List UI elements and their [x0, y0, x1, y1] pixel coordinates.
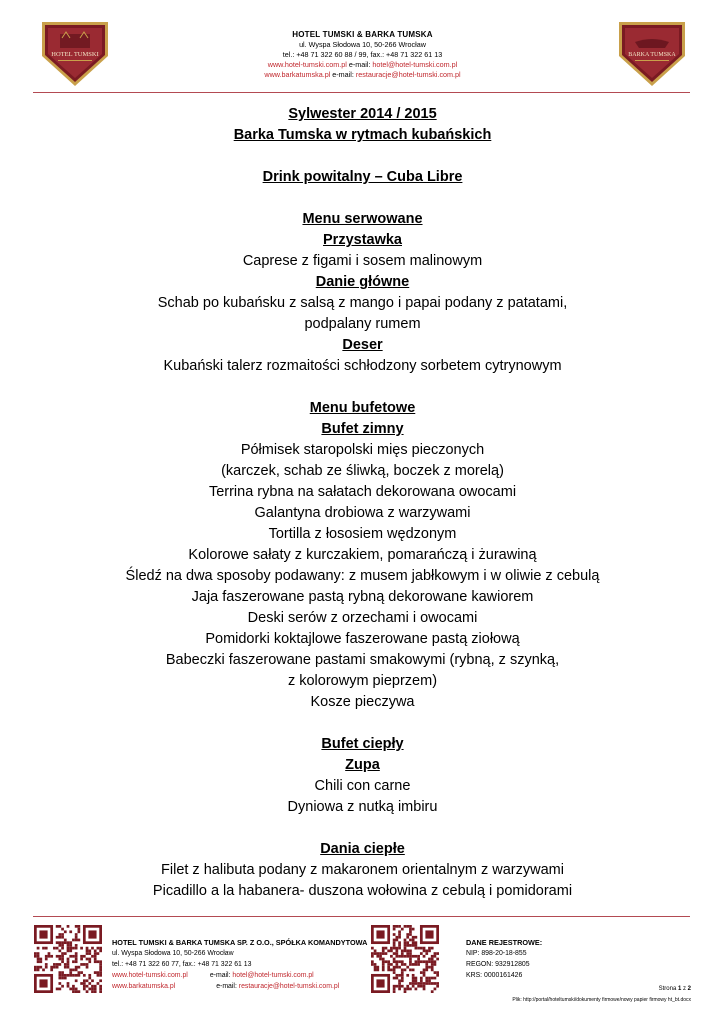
- cold-buffet-item: Półmisek staropolski mięs pieczonych: [240, 442, 485, 458]
- header-email-link-1[interactable]: hotel@hotel-tumski.com.pl: [372, 60, 458, 69]
- cold-buffet-item: Deski serów z orzechami i owocami: [247, 610, 478, 626]
- email-label: e-mail:: [216, 983, 239, 990]
- page-label: Strona: [658, 986, 678, 992]
- email-label: e-mail:: [346, 60, 373, 69]
- hot-buffet-heading: Bufet ciepły: [321, 736, 404, 752]
- buffet-menu-heading: Menu bufetowe: [309, 400, 416, 416]
- cold-buffet-item: Terrina rybna na sałatach dekorowana owocami: [208, 484, 517, 500]
- header-divider: [33, 92, 690, 93]
- cold-buffet-item: Kolorowe sałaty z kurczakiem, pomarańczą i żurawiną: [188, 547, 537, 563]
- cold-buffet-item: Jaja faszerowane pastą rybną dekorowane kawiorem: [191, 589, 534, 605]
- header-contact-row-1: [170, 60, 555, 70]
- qr-code-barka: [371, 925, 439, 993]
- footer-web-link-1[interactable]: www.hotel-tumski.com.pl: [112, 972, 188, 979]
- header-web-link-1[interactable]: www.hotel-tumski.com.pl: [267, 60, 347, 69]
- cold-buffet-item: Galantyna drobiowa z warzywami: [254, 505, 471, 521]
- served-menu-heading: Menu serwowane: [302, 211, 423, 227]
- hot-dish-item: Picadillo a la habanera- duszona wołowina z cebulą i pomidorami: [152, 883, 573, 899]
- hotel-tumski-logo: [38, 16, 112, 90]
- main-course-line: podpalany rumem: [304, 316, 421, 332]
- header-web-link-2[interactable]: www.barkatumska.pl: [264, 70, 331, 79]
- footer-phone: tel.: +48 71 322 60 77, fax.: +48 71 322 61 13: [112, 961, 252, 968]
- welcome-drink: Drink powitalny – Cuba Libre: [262, 169, 463, 185]
- footer-email-link-2[interactable]: restauracje@hotel-tumski.com.pl: [238, 983, 340, 990]
- file-path: Plik: http://portal/hoteltumski/dokumenty firmowe/nowy papier firmowy ht_bt.docx: [512, 997, 691, 1003]
- cold-buffet-item: z kolorowym pieprzem): [287, 673, 438, 689]
- page-current: 1: [677, 986, 682, 992]
- main-course-heading: Danie główne: [315, 274, 410, 290]
- cold-buffet-item: Śledź na dwa sposoby podawany: z musem jabłkowym i w oliwie z cebulą: [125, 568, 600, 584]
- logo-right-text: BARKA TUMSKA: [628, 52, 676, 58]
- logo-left-text: HOTEL TUMSKI: [51, 51, 99, 58]
- page-sep: z: [681, 986, 688, 992]
- starter-heading: Przystawka: [323, 232, 402, 248]
- main-course-line: Schab po kubańsku z salsą z mango i papai podany z patatami,: [157, 295, 568, 311]
- menu-title: Sylwester 2014 / 2015: [288, 106, 437, 122]
- page-number: [659, 986, 691, 992]
- footer-divider: [33, 916, 690, 917]
- email-label: e-mail:: [330, 70, 356, 79]
- krs: KRS: 0000161426: [466, 972, 523, 979]
- hotel-name: HOTEL TUMSKI & BARKA TUMSKA: [292, 30, 433, 39]
- dessert-item: Kubański talerz rozmaitości schłodzony sorbetem cytrynowym: [163, 358, 562, 374]
- email-label: e-mail:: [209, 972, 233, 979]
- barka-tumska-logo: [615, 16, 689, 90]
- qr-code-hotel: [34, 925, 102, 993]
- cold-buffet-item: Babeczki faszerowane pastami smakowymi (rybną, z szynką,: [165, 652, 560, 668]
- regon: REGON: 932912805: [466, 961, 530, 968]
- footer-web-link-2[interactable]: www.barkatumska.pl: [112, 983, 176, 990]
- cold-buffet-item: Kosze pieczywa: [310, 694, 415, 710]
- registration-heading: DANE REJESTROWE:: [466, 938, 543, 947]
- footer-contact-row-1: [112, 970, 367, 981]
- footer-contact-row-2: [112, 981, 367, 992]
- registration-info: [466, 937, 542, 981]
- header-contact-row-2: [170, 70, 555, 80]
- footer-company-info: [112, 937, 367, 992]
- footer-company-name: HOTEL TUMSKI & BARKA TUMSKA SP. Z O.O., SPÓŁKA KOMANDYTOWA: [112, 938, 368, 947]
- soup-item: Chili con carne: [314, 778, 411, 794]
- nip: NIP: 898-20-18-855: [466, 950, 527, 957]
- footer-email-link-1[interactable]: hotel@hotel-tumski.com.pl: [232, 972, 314, 979]
- menu-body: [40, 104, 685, 902]
- cold-buffet-heading: Bufet zimny: [321, 421, 404, 437]
- footer-address: ul. Wyspa Słodowa 10, 50-266 Wrocław: [112, 950, 234, 957]
- dessert-heading: Deser: [342, 337, 383, 353]
- letterhead: [170, 30, 555, 80]
- header-phone: tel.: +48 71 322 60 88 / 99, fax.: +48 71 322 61 13: [282, 50, 443, 59]
- hot-dishes-heading: Dania ciepłe: [320, 841, 405, 857]
- cold-buffet-item: Tortilla z łososiem wędzonym: [268, 526, 457, 542]
- header-email-link-2[interactable]: restauracje@hotel-tumski.com.pl: [355, 70, 461, 79]
- page-total: 2: [687, 986, 691, 992]
- soup-heading: Zupa: [345, 757, 380, 773]
- menu-subtitle: Barka Tumska w rytmach kubańskich: [233, 127, 492, 143]
- starter-item: Caprese z figami i sosem malinowym: [242, 253, 483, 269]
- header-address: ul. Wyspa Słodowa 10, 50-266 Wrocław: [299, 40, 426, 49]
- cold-buffet-item: (karczek, schab ze śliwką, boczek z morelą): [221, 463, 504, 479]
- hot-dish-item: Filet z halibuta podany z makaronem orientalnym z warzywami: [161, 862, 564, 878]
- cold-buffet-item: Pomidorki koktajlowe faszerowane pastą ziołową: [205, 631, 520, 647]
- soup-item: Dyniowa z nutką imbiru: [287, 799, 438, 815]
